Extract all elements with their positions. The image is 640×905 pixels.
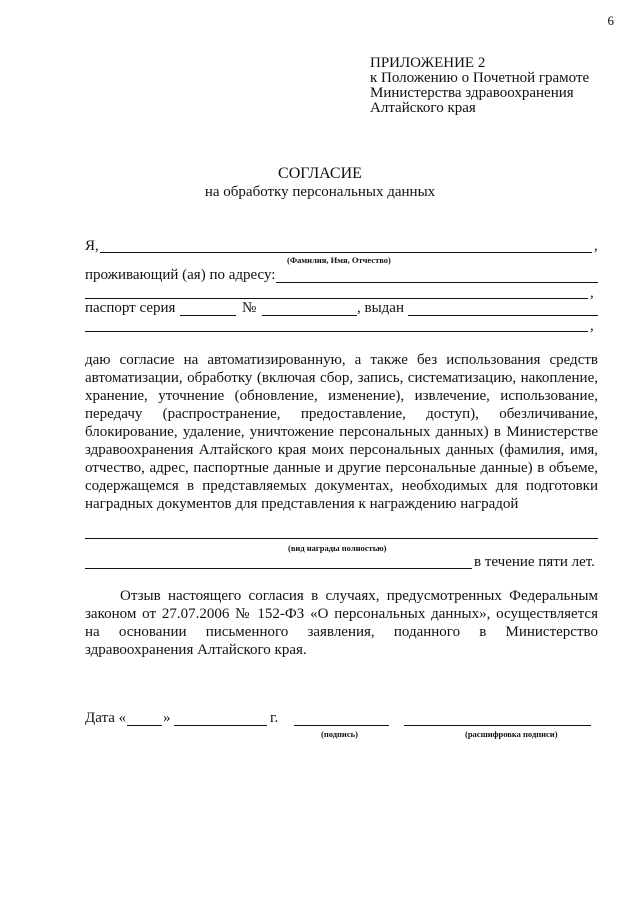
fio-field-line[interactable] <box>100 252 592 253</box>
appendix-line-2: к Положению о Почетной грамоте <box>370 70 590 86</box>
five-years-text: в течение пяти лет. <box>474 554 595 570</box>
date-label: Дата « <box>85 710 127 726</box>
page-number: 6 <box>607 13 614 28</box>
appendix-line-3: Министерства здравоохранения <box>370 85 574 101</box>
address-field-line[interactable] <box>276 282 598 283</box>
revocation-line: Отзыв настоящего согласия в случаях, предусмотренных Федеральным <box>120 588 598 604</box>
award-caption: (вид награды полностью) <box>288 543 387 553</box>
award-type-field[interactable] <box>85 538 598 539</box>
consent-line: отчество, адрес, паспортные данные и другие персональные данные) в объеме, <box>85 460 598 476</box>
signature-decoding-field[interactable] <box>404 725 591 726</box>
consent-paragraph <box>85 351 598 513</box>
consent-line: передачу (распространение, предоставление, доступ), обезличивание, <box>85 406 598 422</box>
document-subtitle: на обработку персональных данных <box>204 184 436 200</box>
passport-series-field[interactable] <box>180 315 236 316</box>
consent-line: автоматизации, обработку (включая сбор, запись, систематизацию, накопление, <box>85 370 598 386</box>
date-year-suffix: г. <box>270 710 279 726</box>
date-day-field[interactable] <box>127 725 162 726</box>
passport-comma: , <box>590 318 594 334</box>
consent-line: наградных документов для представления к награждению наградой <box>85 496 519 512</box>
revocation-line: законом от 27.07.2006 № 152-ФЗ «О персональных данных», осуществляется <box>85 606 598 622</box>
passport-number-field[interactable] <box>262 315 357 316</box>
signature-field[interactable] <box>294 725 389 726</box>
passport-number-sign: № <box>242 300 257 316</box>
appendix-line-1: ПРИЛОЖЕНИЕ 2 <box>370 55 486 71</box>
passport-issued-field[interactable] <box>408 315 598 316</box>
decoding-caption: (расшифровка подписи) <box>465 729 558 739</box>
fio-caption: (Фамилия, Имя, Отчество) <box>287 255 391 265</box>
consent-line: содержащемся в представляемых документах, необходимых для подготовки <box>85 478 598 494</box>
consent-line: блокирование, удаление, уничтожение персональных данных) в Министерстве <box>85 424 598 440</box>
date-month-field[interactable] <box>174 725 267 726</box>
revocation-line: здравоохранения Алтайского края. <box>85 642 307 658</box>
passport-issued-field-2[interactable] <box>85 331 588 332</box>
passport-series-label: паспорт серия <box>85 300 176 316</box>
document-title: СОГЛАСИЕ <box>278 165 362 182</box>
address-comma: , <box>590 285 594 301</box>
consent-line: хранение, уточнение (обновление, изменение), извлечение, использование, <box>85 388 598 404</box>
fio-comma: , <box>594 238 598 254</box>
i-label: Я, <box>85 238 99 254</box>
address-field-line-2[interactable] <box>85 298 588 299</box>
revocation-paragraph <box>85 587 598 659</box>
passport-issued-label: , выдан <box>357 300 404 316</box>
appendix-line-4: Алтайского края <box>370 100 476 116</box>
date-close-quote: » <box>163 710 171 726</box>
revocation-line: на основании письменного заявления, поданного в Министерство <box>85 624 598 640</box>
award-type-field-2[interactable] <box>85 568 472 569</box>
consent-line: здравоохранения Алтайского края моих персональных данных (фамилия, имя, <box>85 442 598 458</box>
signature-caption: (подпись) <box>321 729 358 739</box>
appendix-header <box>370 56 630 116</box>
consent-line: даю согласие на автоматизированную, а также без использования средств <box>85 352 598 368</box>
address-label: проживающий (ая) по адресу: <box>85 267 276 283</box>
